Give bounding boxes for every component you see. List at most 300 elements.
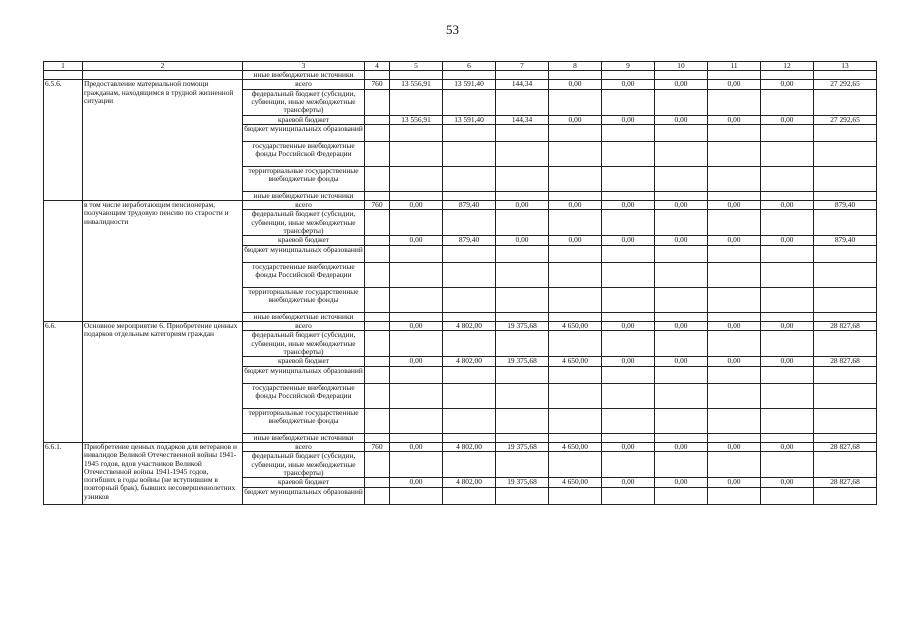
value-cell: 0,00 — [602, 115, 655, 124]
value-cell — [602, 141, 655, 166]
value-cell: 0,00 — [708, 201, 761, 210]
value-cell — [443, 210, 496, 236]
value-cell — [814, 487, 877, 504]
value-cell — [496, 166, 549, 191]
value-cell — [390, 366, 443, 383]
value-cell: 0,00 — [761, 201, 814, 210]
value-cell — [496, 191, 549, 200]
value-cell — [814, 408, 877, 433]
value-cell: 879,40 — [814, 201, 877, 210]
value-cell — [708, 383, 761, 408]
value-cell — [708, 89, 761, 115]
value-cell — [655, 287, 708, 312]
row-code: 6.6. — [44, 322, 83, 443]
value-cell — [655, 245, 708, 262]
value-cell — [761, 366, 814, 383]
value-cell — [814, 312, 877, 321]
column-4-value: 760 — [365, 201, 390, 210]
value-cell — [443, 287, 496, 312]
value-cell: 0,00 — [602, 236, 655, 245]
value-cell — [602, 433, 655, 442]
value-cell — [814, 287, 877, 312]
row-code — [44, 201, 83, 322]
table-row — [44, 201, 877, 210]
value-cell: 4 802,00 — [443, 478, 496, 487]
value-cell — [443, 166, 496, 191]
source-label: территориальные государственные внебюджетные фонды — [243, 287, 365, 312]
value-cell: 0,00 — [761, 478, 814, 487]
value-cell — [814, 245, 877, 262]
value-cell — [814, 141, 877, 166]
value-cell — [549, 191, 602, 200]
value-cell — [761, 141, 814, 166]
value-cell: 0,00 — [390, 322, 443, 331]
value-cell — [496, 383, 549, 408]
value-cell — [655, 408, 708, 433]
column-4-value — [365, 89, 390, 115]
value-cell: 0,00 — [761, 442, 814, 451]
value-cell — [655, 383, 708, 408]
value-cell: 879,40 — [443, 201, 496, 210]
value-cell — [390, 452, 443, 478]
column-4-value: 760 — [365, 80, 390, 89]
table-row — [44, 80, 877, 89]
value-cell — [602, 408, 655, 433]
value-cell: 0,00 — [655, 322, 708, 331]
value-cell — [390, 287, 443, 312]
value-cell — [390, 331, 443, 357]
value-cell: 4 650,00 — [549, 322, 602, 331]
value-cell — [761, 312, 814, 321]
source-label: иные внебюджетные источники — [243, 312, 365, 321]
value-cell — [602, 452, 655, 478]
value-cell — [761, 166, 814, 191]
value-cell — [549, 487, 602, 504]
value-cell — [549, 287, 602, 312]
table-row — [44, 71, 877, 80]
value-cell — [761, 210, 814, 236]
value-cell — [761, 124, 814, 141]
value-cell — [708, 245, 761, 262]
value-cell — [761, 191, 814, 200]
value-cell — [761, 408, 814, 433]
value-cell — [549, 141, 602, 166]
value-cell — [390, 408, 443, 433]
value-cell — [708, 262, 761, 287]
value-cell — [761, 487, 814, 504]
value-cell — [602, 89, 655, 115]
value-cell: 0,00 — [602, 80, 655, 89]
value-cell: 0,00 — [655, 115, 708, 124]
source-label: территориальные государственные внебюджетные фонды — [243, 408, 365, 433]
value-cell — [443, 141, 496, 166]
header-row — [44, 62, 877, 71]
column-4-value — [365, 210, 390, 236]
source-label: государственные внебюджетные фонды Российской Федерации — [243, 383, 365, 408]
value-cell: 0,00 — [390, 442, 443, 451]
value-cell — [655, 191, 708, 200]
value-cell — [708, 191, 761, 200]
value-cell — [549, 124, 602, 141]
value-cell — [496, 487, 549, 504]
value-cell: 879,40 — [814, 236, 877, 245]
column-header: 13 — [814, 62, 877, 71]
value-cell — [549, 245, 602, 262]
value-cell: 4 650,00 — [549, 478, 602, 487]
row-name: в том числе неработающим пенсионерам, получающим трудовую пенсию по старости и инвалидности — [83, 201, 243, 322]
value-cell: 0,00 — [655, 236, 708, 245]
value-cell — [496, 124, 549, 141]
value-cell — [443, 245, 496, 262]
value-cell — [602, 366, 655, 383]
column-header: 6 — [443, 62, 496, 71]
value-cell — [602, 124, 655, 141]
value-cell: 19 375,68 — [496, 322, 549, 331]
value-cell — [390, 141, 443, 166]
value-cell: 0,00 — [761, 322, 814, 331]
value-cell — [443, 487, 496, 504]
value-cell — [708, 366, 761, 383]
column-4-value — [365, 357, 390, 366]
source-label: бюджет муниципальных образований — [243, 245, 365, 262]
value-cell — [761, 262, 814, 287]
value-cell: 0,00 — [761, 236, 814, 245]
column-header: 2 — [83, 62, 243, 71]
value-cell — [390, 89, 443, 115]
value-cell — [496, 210, 549, 236]
value-cell — [602, 383, 655, 408]
value-cell — [814, 262, 877, 287]
value-cell — [761, 287, 814, 312]
value-cell — [761, 452, 814, 478]
value-cell: 0,00 — [655, 357, 708, 366]
column-4-value — [365, 141, 390, 166]
value-cell: 19 375,68 — [496, 442, 549, 451]
source-label: всего — [243, 442, 365, 451]
value-cell: 879,40 — [443, 236, 496, 245]
value-cell: 28 827,68 — [814, 478, 877, 487]
value-cell: 13 591,40 — [443, 80, 496, 89]
value-cell — [761, 245, 814, 262]
value-cell — [655, 452, 708, 478]
value-cell: 28 827,68 — [814, 357, 877, 366]
value-cell: 0,00 — [602, 478, 655, 487]
column-4-value — [365, 115, 390, 124]
value-cell — [390, 312, 443, 321]
value-cell — [814, 124, 877, 141]
value-cell: 144,34 — [496, 115, 549, 124]
source-label: иные внебюджетные источники — [243, 191, 365, 200]
table-row — [44, 322, 877, 331]
source-label: территориальные государственные внебюджетные фонды — [243, 166, 365, 191]
value-cell — [814, 452, 877, 478]
value-cell — [390, 383, 443, 408]
value-cell — [814, 433, 877, 442]
column-header: 12 — [761, 62, 814, 71]
value-cell: 0,00 — [708, 357, 761, 366]
column-4-value — [365, 383, 390, 408]
value-cell: 27 292,65 — [814, 80, 877, 89]
value-cell — [549, 262, 602, 287]
value-cell — [655, 262, 708, 287]
value-cell — [390, 166, 443, 191]
value-cell — [443, 331, 496, 357]
value-cell — [443, 383, 496, 408]
column-4-value — [365, 452, 390, 478]
value-cell — [443, 366, 496, 383]
value-cell — [655, 312, 708, 321]
value-cell — [708, 141, 761, 166]
source-label: бюджет муниципальных образований — [243, 487, 365, 504]
value-cell — [814, 331, 877, 357]
value-cell: 0,00 — [496, 201, 549, 210]
source-label: федеральный бюджет (субсидии, субвенции, иные межбюджетные трансферты) — [243, 210, 365, 236]
source-label: бюджет муниципальных образований — [243, 366, 365, 383]
column-4-value — [365, 433, 390, 442]
value-cell — [761, 331, 814, 357]
value-cell — [602, 262, 655, 287]
value-cell — [708, 124, 761, 141]
column-4-value — [365, 262, 390, 287]
source-label: бюджет муниципальных образований — [243, 124, 365, 141]
source-label: федеральный бюджет (субсидии, субвенции, иные межбюджетные трансферты) — [243, 89, 365, 115]
value-cell — [708, 452, 761, 478]
value-cell — [443, 312, 496, 321]
value-cell — [549, 312, 602, 321]
page-number: 53 — [446, 22, 459, 37]
value-cell — [549, 166, 602, 191]
value-cell — [390, 245, 443, 262]
column-header: 4 — [365, 62, 390, 71]
column-header: 5 — [390, 62, 443, 71]
value-cell — [549, 452, 602, 478]
value-cell — [708, 312, 761, 321]
column-4-value — [365, 191, 390, 200]
value-cell: 0,00 — [549, 80, 602, 89]
budget-table — [43, 61, 877, 505]
value-cell — [549, 383, 602, 408]
value-cell — [602, 245, 655, 262]
value-cell: 0,00 — [390, 201, 443, 210]
value-cell — [602, 487, 655, 504]
value-cell — [443, 262, 496, 287]
value-cell: 0,00 — [708, 80, 761, 89]
value-cell — [496, 262, 549, 287]
value-cell: 13 591,40 — [443, 115, 496, 124]
value-cell — [814, 166, 877, 191]
value-cell: 0,00 — [761, 80, 814, 89]
column-4-value — [365, 236, 390, 245]
value-cell — [496, 141, 549, 166]
value-cell — [655, 433, 708, 442]
value-cell — [443, 89, 496, 115]
value-cell — [708, 210, 761, 236]
value-cell: 0,00 — [602, 201, 655, 210]
source-label: иные внебюджетные источники — [243, 71, 365, 80]
value-cell: 19 375,68 — [496, 478, 549, 487]
value-cell — [443, 124, 496, 141]
value-cell: 0,00 — [496, 236, 549, 245]
value-cell: 0,00 — [708, 478, 761, 487]
source-label: всего — [243, 80, 365, 89]
value-cell — [708, 287, 761, 312]
value-cell — [496, 331, 549, 357]
source-label: всего — [243, 322, 365, 331]
row-code: 6.5.6. — [44, 80, 83, 201]
row-name: Приобретение ценных подарков для ветеранов и инвалидов Великой Отечественной войны 1941-1945 годов, вдов участников Великой Отечественной войны 1941-1945 годов, погибших в годы войны (не вступившим в повторный брак), бывших несовершеннолетних узников — [83, 442, 243, 504]
value-cell — [814, 383, 877, 408]
value-cell — [814, 191, 877, 200]
value-cell — [655, 124, 708, 141]
source-label: краевой бюджет — [243, 357, 365, 366]
value-cell: 144,34 — [496, 80, 549, 89]
value-cell — [390, 262, 443, 287]
value-cell — [761, 433, 814, 442]
column-4-value — [365, 331, 390, 357]
value-cell: 4 650,00 — [549, 442, 602, 451]
source-label: краевой бюджет — [243, 478, 365, 487]
value-cell: 0,00 — [655, 80, 708, 89]
value-cell: 19 375,68 — [496, 357, 549, 366]
value-cell: 0,00 — [708, 322, 761, 331]
value-cell — [443, 191, 496, 200]
value-cell: 0,00 — [390, 478, 443, 487]
value-cell — [708, 433, 761, 442]
value-cell: 4 802,00 — [443, 442, 496, 451]
value-cell: 0,00 — [602, 357, 655, 366]
value-cell — [602, 166, 655, 191]
value-cell — [549, 331, 602, 357]
value-cell — [814, 366, 877, 383]
value-cell: 0,00 — [602, 442, 655, 451]
column-header: 1 — [44, 62, 83, 71]
value-cell — [708, 487, 761, 504]
value-cell — [390, 210, 443, 236]
value-cell — [390, 487, 443, 504]
column-header: 8 — [549, 62, 602, 71]
value-cell — [549, 366, 602, 383]
value-cell: 27 292,65 — [814, 115, 877, 124]
value-cell: 0,00 — [549, 201, 602, 210]
value-cell — [708, 331, 761, 357]
value-cell: 0,00 — [549, 236, 602, 245]
column-header: 3 — [243, 62, 365, 71]
value-cell — [655, 366, 708, 383]
column-4-value — [365, 312, 390, 321]
column-header: 9 — [602, 62, 655, 71]
value-cell — [443, 452, 496, 478]
value-cell — [390, 124, 443, 141]
value-cell — [549, 408, 602, 433]
row-name: Предоставление материальной помощи гражданам, находящимся в трудной жизненной ситуации — [83, 80, 243, 201]
value-cell — [655, 331, 708, 357]
source-label: государственные внебюджетные фонды Российской Федерации — [243, 141, 365, 166]
column-4-value — [365, 478, 390, 487]
column-4-value — [365, 245, 390, 262]
value-cell — [390, 191, 443, 200]
value-cell — [602, 312, 655, 321]
value-cell — [602, 331, 655, 357]
value-cell — [549, 433, 602, 442]
value-cell: 28 827,68 — [814, 442, 877, 451]
source-label: краевой бюджет — [243, 115, 365, 124]
column-4-value — [365, 408, 390, 433]
value-cell: 4 802,00 — [443, 322, 496, 331]
column-4-value — [365, 166, 390, 191]
value-cell — [602, 287, 655, 312]
value-cell: 0,00 — [761, 115, 814, 124]
value-cell: 0,00 — [708, 236, 761, 245]
value-cell — [496, 89, 549, 115]
value-cell — [390, 433, 443, 442]
value-cell — [549, 89, 602, 115]
row-name: Основное мероприятие 6. Приобретение ценных подарков отдельным категориям граждан — [83, 322, 243, 443]
value-cell — [443, 408, 496, 433]
value-cell — [708, 166, 761, 191]
value-cell: 0,00 — [655, 478, 708, 487]
column-4-value — [365, 322, 390, 331]
source-label: иные внебюджетные источники — [243, 433, 365, 442]
value-cell: 28 827,68 — [814, 322, 877, 331]
column-4-value — [365, 287, 390, 312]
value-cell — [602, 210, 655, 236]
source-label: федеральный бюджет (субсидии, субвенции, иные межбюджетные трансферты) — [243, 452, 365, 478]
row-code: 6.6.1. — [44, 442, 83, 504]
value-cell — [602, 191, 655, 200]
value-cell: 4 802,00 — [443, 357, 496, 366]
value-cell: 0,00 — [390, 357, 443, 366]
value-cell — [814, 89, 877, 115]
value-cell: 0,00 — [655, 442, 708, 451]
value-cell — [655, 141, 708, 166]
value-cell: 13 556,91 — [390, 80, 443, 89]
value-cell — [549, 210, 602, 236]
value-cell — [655, 166, 708, 191]
value-cell: 0,00 — [655, 201, 708, 210]
value-cell: 4 650,00 — [549, 357, 602, 366]
table-row — [44, 442, 877, 451]
value-cell: 0,00 — [761, 357, 814, 366]
column-header: 11 — [708, 62, 761, 71]
column-4-value — [365, 124, 390, 141]
value-cell — [814, 210, 877, 236]
source-label: всего — [243, 201, 365, 210]
column-4-value — [365, 487, 390, 504]
value-cell — [655, 487, 708, 504]
value-cell — [496, 452, 549, 478]
column-4-value: 760 — [365, 442, 390, 451]
value-cell: 0,00 — [549, 115, 602, 124]
column-header: 7 — [496, 62, 549, 71]
source-label: федеральный бюджет (субсидии, субвенции, иные межбюджетные трансферты) — [243, 331, 365, 357]
value-cell — [496, 287, 549, 312]
value-cell: 0,00 — [708, 442, 761, 451]
value-cell — [496, 245, 549, 262]
value-cell: 0,00 — [708, 115, 761, 124]
value-cell — [496, 433, 549, 442]
value-cell — [655, 89, 708, 115]
value-cell — [761, 89, 814, 115]
column-4-value — [365, 366, 390, 383]
value-cell — [708, 408, 761, 433]
source-label: государственные внебюджетные фонды Российской Федерации — [243, 262, 365, 287]
value-cell — [496, 408, 549, 433]
value-cell — [443, 433, 496, 442]
value-cell — [496, 366, 549, 383]
value-cell: 0,00 — [390, 236, 443, 245]
value-cell: 0,00 — [602, 322, 655, 331]
value-cell — [655, 210, 708, 236]
